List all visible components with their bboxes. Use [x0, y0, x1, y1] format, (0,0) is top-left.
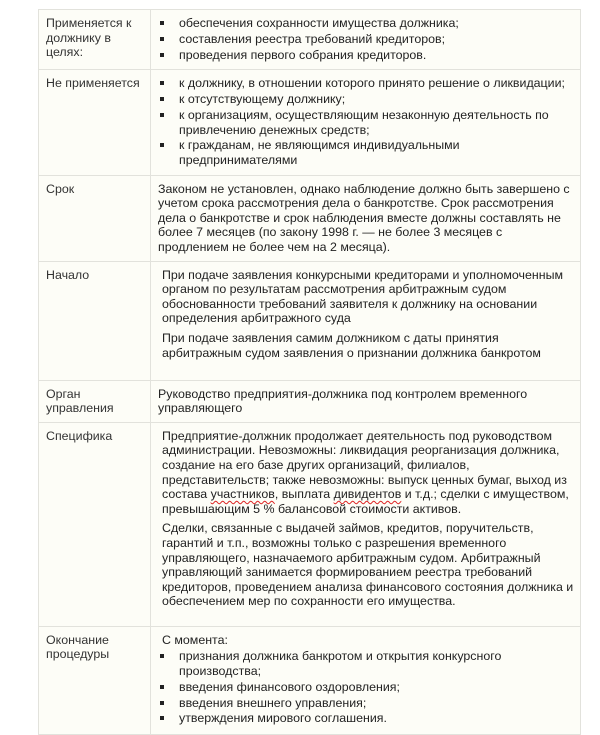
- bullet-icon: [160, 701, 164, 705]
- table-row: [39, 380, 581, 422]
- bullet-icon: [160, 654, 164, 658]
- paragraph: Предприятие-должник продолжает деятельность под руководством администрации. Невозможны: ликвидация реорганизация должника, создание на его базе других организаций, филиалов, представительств; также невозможны: выпуск ценных бумаг, выход из состава участников, выплата дивидентов и т.д.; сделки с имуществом, превышающим 5 % балансовой стоимости активов.: [162, 428, 569, 516]
- row-content: [151, 10, 581, 70]
- bullet-icon: [160, 685, 164, 689]
- row-content: Законом не установлен, однако наблюдение должно быть завершено с учетом срока рассмотрения дела о банкротстве. Срок рассмотрения дела о банкротстве и срок наблюдения вместе должны составлять не более 7 месяцев (по закону 1998 г. — не более 3 месяцев с продлением не более чем на 2 месяца).: [151, 175, 581, 261]
- bullet-icon: [160, 81, 164, 85]
- row-label: Орган управления: [39, 380, 151, 422]
- list-item: признания должника банкротом и открытия конкурсного производства;: [158, 649, 574, 678]
- bullet-icon: [160, 113, 164, 117]
- bullet-list: [158, 76, 574, 167]
- table-row: [39, 175, 581, 261]
- list-item: к гражданам, не являющимся индивидуальными предпринимателями: [158, 138, 574, 167]
- row-content: [151, 626, 581, 734]
- row-content: Руководство предприятия-должника под контролем временного управляющего: [151, 380, 581, 422]
- spellcheck-flagged-word: участников: [210, 487, 275, 502]
- table-row: [39, 422, 581, 626]
- row-label: Специфика: [39, 422, 151, 626]
- row-label: Начало: [39, 261, 151, 380]
- observation-procedure-table: [38, 9, 581, 735]
- bullet-list: [158, 649, 574, 726]
- bullet-icon: [160, 716, 164, 720]
- bullet-icon: [160, 97, 164, 101]
- paragraph: С момента:: [162, 632, 228, 647]
- list-item: к должнику, в отношении которого принято решение о ликвидации;: [158, 76, 574, 91]
- paragraph: При подаче заявления конкурсными кредиторами и уполномоченным органом по результатам рассмотрения арбитражным судом обоснованности требований заявителя к должнику на основании определения арбитражного суда: [162, 267, 563, 326]
- list-item: проведения первого собрания кредиторов.: [158, 48, 574, 63]
- row-label: Окончание процедуры: [39, 626, 151, 734]
- list-item: утверждения мирового соглашения.: [158, 711, 574, 726]
- row-label: Срок: [39, 175, 151, 261]
- row-label: Применяется к должнику в целях:: [39, 10, 151, 70]
- list-item: к отсутствующему должнику;: [158, 92, 574, 107]
- list-item: составления реестра требований кредиторов;: [158, 32, 574, 47]
- bullet-icon: [160, 53, 164, 57]
- list-item: введения финансового оздоровления;: [158, 680, 574, 695]
- table-row: [39, 261, 581, 380]
- table-row: [39, 10, 581, 70]
- list-item: введения внешнего управления;: [158, 696, 574, 711]
- table-row: [39, 70, 581, 175]
- paragraph: Сделки, связанные с выдачей займов, кредитов, поручительств, гарантий и т.п., возможны только с разрешения временного управляющего, назначаемого арбитражным судом. Арбитражный управляющий занимается формированием реестра требований кредиторов, проведением анализа финансового состояния должника и обеспечением мер по сохранности его имущества.: [162, 521, 574, 609]
- spellcheck-flagged-word: дивидентов: [333, 487, 402, 502]
- list-item: к организациям, осуществляющим незаконную деятельность по привлечению денежных средств;: [158, 108, 574, 137]
- row-content: [151, 422, 581, 626]
- paragraph: При подаче заявления самим должником с даты принятия арбитражным судом заявления о признании должника банкротом: [162, 331, 541, 360]
- list-item: обеспечения сохранности имущества должника;: [158, 16, 574, 31]
- bullet-icon: [160, 37, 164, 41]
- table-row: [39, 626, 581, 734]
- bullet-icon: [160, 143, 164, 147]
- bullet-list: [158, 16, 574, 62]
- row-content: [151, 70, 581, 175]
- row-content: [151, 261, 581, 380]
- bullet-icon: [160, 21, 164, 25]
- row-label: Не применяется: [39, 70, 151, 175]
